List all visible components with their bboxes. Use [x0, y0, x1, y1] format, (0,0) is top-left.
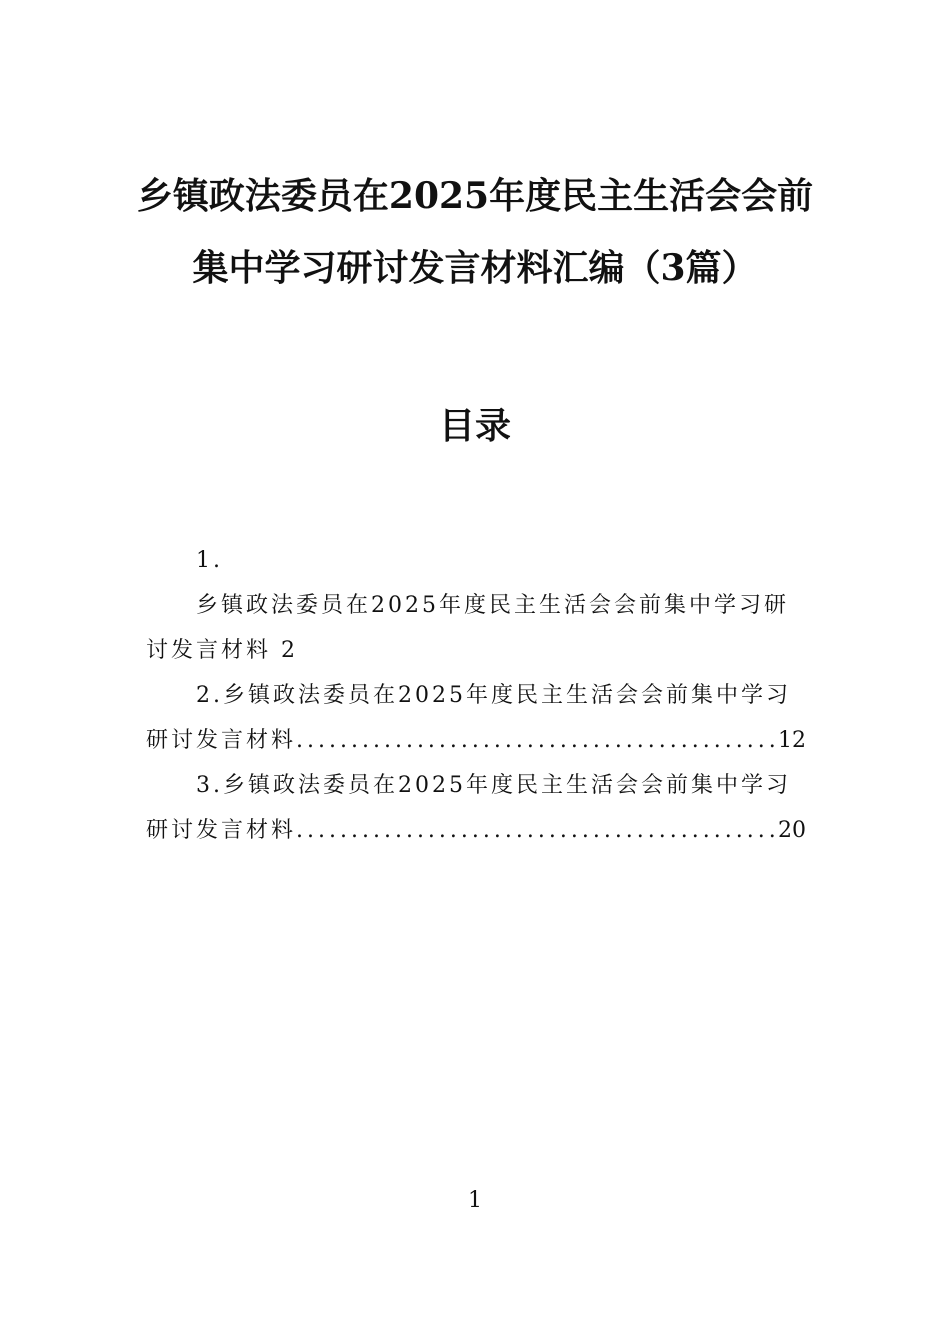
- toc-entry-1-line-1[interactable]: 乡镇政法委员在2025年度民主生活会会前集中学习研: [196, 593, 789, 618]
- document-title-line-1: 乡镇政法委员在2025年度民主生活会会前: [136, 175, 814, 217]
- toc-entry-2-leader-dots: [296, 718, 778, 763]
- page-number: 1: [468, 1188, 482, 1213]
- toc-entry-3-leader-dots: [296, 808, 778, 853]
- toc-entry-3-line-1[interactable]: 3.乡镇政法委员在2025年度民主生活会会前集中学习: [196, 773, 791, 798]
- toc-entry-2-text: 研讨发言材料: [146, 728, 297, 753]
- table-of-contents: [146, 538, 806, 853]
- toc-entry-3-page: 20: [778, 818, 806, 843]
- toc-entry-2-line-2[interactable]: [146, 718, 806, 763]
- toc-heading: 目录: [438, 405, 511, 447]
- toc-entry-2-page: 12: [778, 728, 806, 753]
- document-title-line-2: 集中学习研讨发言材料汇编（3篇）: [192, 247, 758, 289]
- toc-entry-1-number[interactable]: 1.: [196, 548, 223, 573]
- toc-entry-3-text: 研讨发言材料: [146, 818, 297, 843]
- toc-entry-1-line-2[interactable]: 讨发言材料 2: [146, 638, 298, 663]
- toc-entry-3-line-2[interactable]: [146, 808, 806, 853]
- toc-entry-2-line-1[interactable]: 2.乡镇政法委员在2025年度民主生活会会前集中学习: [196, 683, 791, 708]
